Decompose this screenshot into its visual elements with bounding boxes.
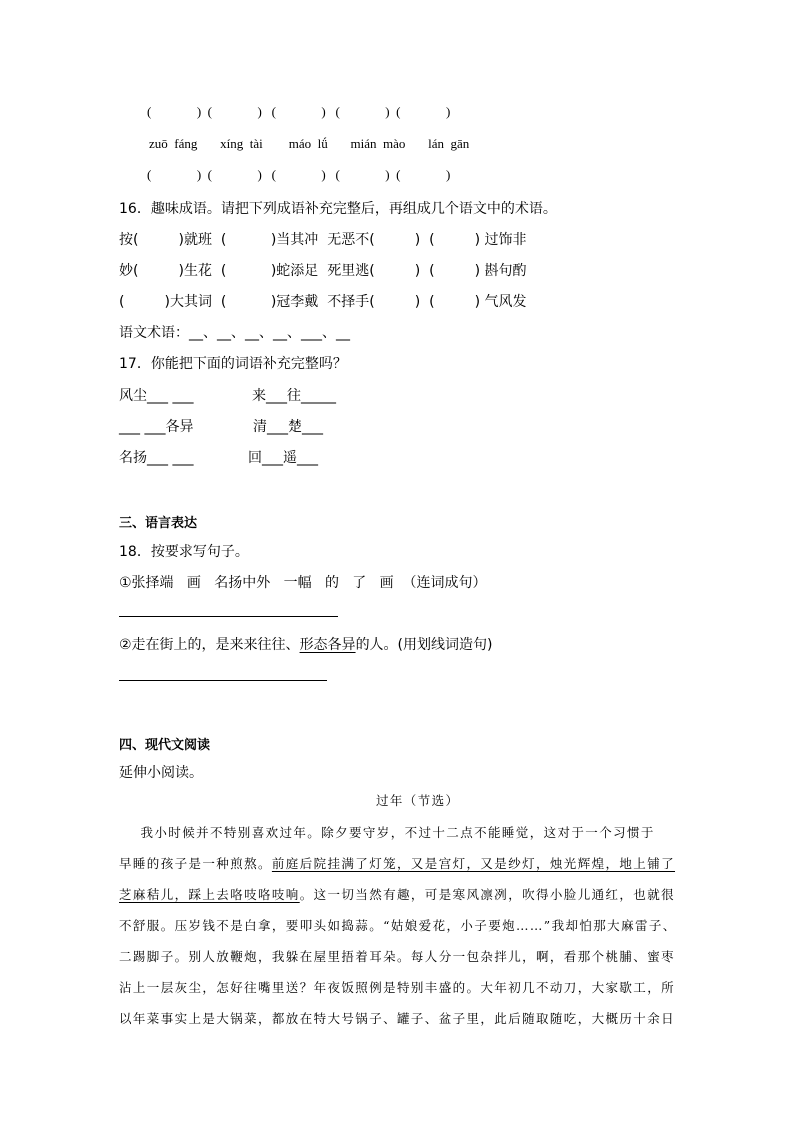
section3-heading: 三、语言表达: [119, 516, 198, 531]
reading-line-1: 我小时候并不特别喜欢过年。除夕要守岁，不过十二点不能睡觉，这对于一个习惯于: [119, 825, 655, 840]
reading-underlined-2: 芝麻秸儿，踩上去咯吱咯吱响: [119, 887, 300, 902]
reading-intro: 延伸小阅读。: [119, 765, 203, 781]
paren-row-2: ( ) ( ) ( ) ( ) ( ): [147, 167, 451, 182]
q17-row-3-right: 回___遥___: [248, 450, 318, 466]
reading-line-6: 沾上一层灰尘，怎好往嘴里送？年夜饭照例是特别丰盛的。大年初几不动刀，大家歇工，所: [119, 980, 676, 995]
answer-line-1[interactable]: [119, 616, 338, 617]
q17-row-1-left: 风尘___ ___: [119, 388, 194, 404]
q17-row-1-right: 来___往_____: [252, 388, 336, 404]
paren-row-1: ( ) ( ) ( ) ( ) ( ): [147, 104, 451, 119]
q16-title: 16．趣味成语。请把下列成语补充完整后，再组成几个语文中的术语。: [119, 201, 557, 217]
q16-row-3: ( )大其词 ( )冠李戴 不择手( ) ( ) 气风发: [119, 294, 527, 310]
q17-row-2-right: 清___楚___: [253, 419, 323, 435]
q18-underlined-word: 形态各异: [299, 637, 356, 653]
reading-underlined-1: 前庭后院挂满了灯笼，又是宫灯，又是纱灯，烛光辉煌，地上铺了: [271, 856, 676, 871]
q16-row-1: 按( )就班 ( )当其冲 无恶不( ) ( ) 过饰非: [119, 232, 527, 248]
answer-line-2[interactable]: [119, 680, 327, 681]
q17-row-2-left: ___ ___各异: [119, 419, 194, 435]
reading-line-7: 以年菜事实上是大锅菜，都放在特大号锅子、罐子、盆子里，此后随取随吃，大概历十余日: [119, 1011, 676, 1026]
reading-line-3: 芝麻秸儿，踩上去咯吱咯吱响。这一切当然有趣，可是寒风凛冽，吹得小脸儿通红，也就很: [119, 887, 676, 902]
reading-line-5: 二踢脚子。别人放鞭炮，我躲在屋里捂着耳朵。每人分一包杂拌儿，啊，看那个桃脯、蜜枣: [119, 949, 676, 964]
q17-row-3-left: 名扬___ ___: [119, 450, 194, 466]
reading-title: 过年（节选）: [376, 793, 460, 808]
reading-line-2: 早睡的孩子是一种煎熬。前庭后院挂满了灯笼，又是宫灯，又是纱灯，烛光辉煌，地上铺了: [119, 856, 676, 871]
q16-terms: 语文术语：__、__、__、__、___、__: [119, 325, 350, 341]
q17-title: 17．你能把下面的词语补充完整吗？: [119, 356, 347, 372]
q18-title: 18．按要求写句子。: [119, 544, 249, 560]
pinyin-row: zuō fáng xíng tài máo lǘ mián mào lán gān: [149, 136, 470, 151]
q18-item-2: ②走在街上的，是来来往往、形态各异的人。(用划线词造句): [119, 637, 493, 653]
section4-heading: 四、现代文阅读: [119, 738, 211, 753]
q16-row-2: 妙( )生花 ( )蛇添足 死里逃( ) ( ) 斟句酌: [119, 263, 527, 279]
q18-item-1: ①张择端 画 名扬中外 一幅 的 了 画 （连词成句）: [119, 575, 487, 591]
reading-line-4: 不舒服。压岁钱不是白拿，要叩头如捣蒜。“姑娘爱花，小子要炮……”我却怕那大麻雷子、: [119, 918, 677, 933]
